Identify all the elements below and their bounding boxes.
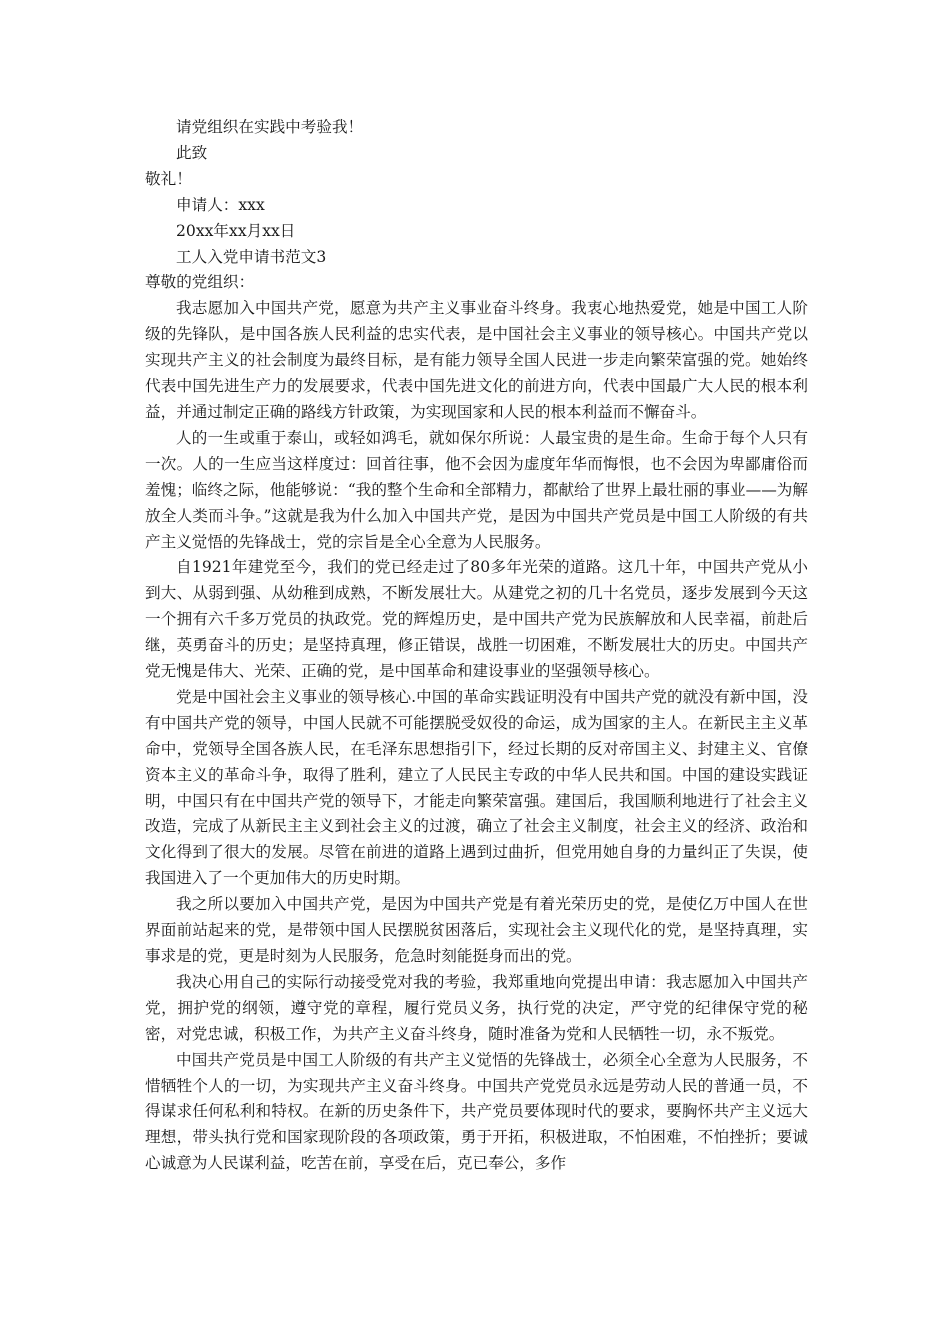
body-paragraph: 自1921年建党至今，我们的党已经走过了80多年光荣的道路。这几十年，中国共产党从小到大、从弱到强、从幼稚到成熟，不断发展壮大。从建党之初的几十名党员，逐步发展到今天这一个拥有六千多万党员的执政党。党的辉煌历史，是中国共产党为民族解放和人民幸福，前赴后继，英勇奋斗的历史；是坚持真理，修正错误，战胜一切困难，不断发展壮大的历史。中国共产党无愧是伟大、光荣、正确的党，是中国革命和建设事业的坚强领导核心。	[145, 558, 808, 681]
section-title: 工人入党申请书范文3	[176, 247, 327, 266]
body-paragraph: 我志愿加入中国共产党，愿意为共产主义事业奋斗终身。我衷心地热爱党，她是中国工人阶级的先锋队，是中国各族人民利益的忠实代表，是中国社会主义事业的领导核心。中国共产党以实现共产主义的社会制度为最终目标，是有能力领导全国人民进一步走向繁荣富强的党。她始终代表中国先进生产力的发展要求，代表中国先进文化的前进方向，代表中国最广大人民的根本利益，并通过制定正确的路线方针政策，为实现国家和人民的根本利益而不懈奋斗。	[145, 299, 808, 421]
body-paragraph: 人的一生或重于泰山，或轻如鸿毛，就如保尔所说：人最宝贵的是生命。生命于每个人只有一次。人的一生应当这样度过：回首往事，他不会因为虚度年华而悔恨，也不会因为卑鄙庸俗而羞愧；临终之际，他能够说：“我的整个生命和全部精力，都献给了世界上最壮丽的事业——为解放全人类而斗争。”这就是我为什么加入中国共产党，是因为中国共产党员是中国工人阶级的有共产主义觉悟的先锋战士，党的宗旨是全心全意为人民服务。	[145, 428, 808, 551]
body-paragraph: 中国共产党员是中国工人阶级的有共产主义觉悟的先锋战士，必须全心全意为人民服务，不惜牺牲个人的一切，为实现共产主义奋斗终身。中国共产党党员永远是劳动人民的普通一员，不得谋求任何私利和特权。在新的历史条件下，共产党员要体现时代的要求，要胸怀共产主义远大理想，带头执行党和国家现阶段的各项政策，勇于开拓，积极进取，不怕困难，不怕挫折；要诚心诚意为人民谋利益，吃苦在前，享受在后，克已奉公，多作	[145, 1050, 808, 1173]
closing-greeting: 此致	[176, 143, 208, 162]
salute-line: 敬礼！	[145, 169, 192, 188]
salutation: 尊敬的党组织：	[145, 273, 255, 292]
body-paragraph: 党是中国社会主义事业的领导核心.中国的革命实践证明没有中国共产党的就没有新中国，没有中国共产党的领导，中国人民就不可能摆脱受奴役的命运，成为国家的主人。在新民主主义革命中，党领导全国各族人民，在毛泽东思想指引下，经过长期的反对帝国主义、封建主义、官僚资本主义的革命斗争，取得了胜利，建立了人民民主专政的中华人民共和国。中国的建设实践证明，中国只有在中国共产党的领导下，才能走向繁荣富强。建国后，我国顺利地进行了社会主义改造，完成了从新民主主义到社会主义的过渡，确立了社会主义制度，社会主义的经济、政治和文化得到了很大的发展。尽管在前进的道路上遇到过曲折，但党用她自身的力量纠正了失误，使我国进入了一个更加伟大的历史时期。	[145, 687, 808, 888]
document-page	[145, 115, 808, 1177]
body-paragraph: 我之所以要加入中国共产党，是因为中国共产党是有着光荣历史的党，是使亿万中国人在世界面前站起来的党，是带领中国人民摆脱贫困落后，实现社会主义现代化的党，是坚持真理，实事求是的党，更是时刻为人民服务，危急时刻能挺身而出的党。	[145, 895, 808, 965]
closing-line: 请党组织在实践中考验我！	[176, 118, 364, 136]
date-line: 20xx年xx月xx日	[176, 221, 296, 240]
applicant-line: 申请人：xxx	[176, 195, 265, 214]
body-paragraph: 我决心用自己的实际行动接受党对我的考验，我郑重地向党提出申请：我志愿加入中国共产党，拥护党的纲领，遵守党的章程，履行党员义务，执行党的决定，严守党的纪律保守党的秘密，对党忠诚，积极工作，为共产主义奋斗终身，随时准备为党和人民牺牲一切，永不叛党。	[145, 972, 808, 1043]
